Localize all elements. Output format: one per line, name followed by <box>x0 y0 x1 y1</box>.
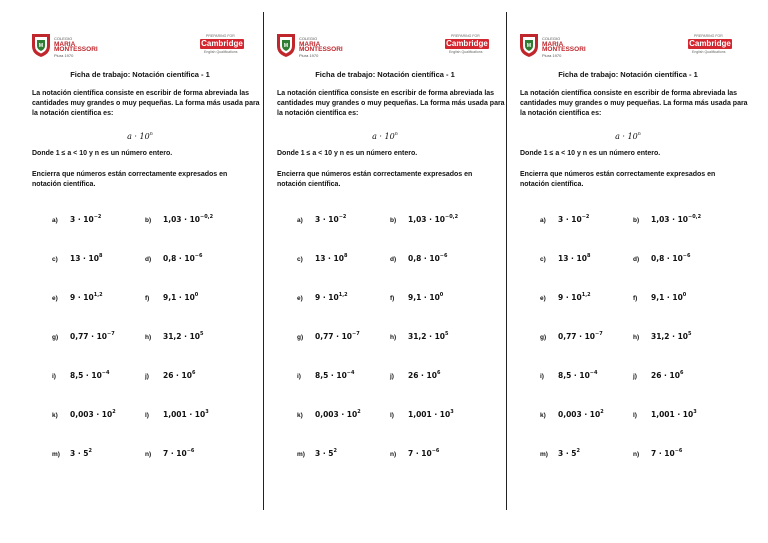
exercise-expression <box>558 371 597 380</box>
cambridge-pre: PREPARING FOR <box>206 34 235 38</box>
exercise-item[interactable] <box>297 253 347 263</box>
exercise-item[interactable] <box>390 448 439 458</box>
formula-base: a · 10 <box>372 132 395 141</box>
exercise-label: h) <box>390 334 397 341</box>
school-name-line2: MARIA <box>54 40 76 48</box>
exercise-item[interactable] <box>297 370 354 380</box>
expression-exponent: −2 <box>338 214 347 220</box>
school-name-line1: COLEGIO <box>542 36 561 41</box>
condition-text: Donde 1 ≤ a < 10 y n es un número entero. <box>32 150 173 157</box>
exercise-label: d) <box>390 256 397 263</box>
formula-exponent: n <box>149 131 153 137</box>
exercise-label: m) <box>297 451 305 458</box>
school-name-line2: MARIA <box>542 40 564 48</box>
expression-exponent: −4 <box>101 370 110 376</box>
svg-text:M: M <box>283 43 289 49</box>
exercise-expression <box>408 293 443 302</box>
formula-base: a · 10 <box>615 132 638 141</box>
exercise-expression <box>408 371 440 380</box>
exercise-expression <box>70 449 92 458</box>
exercise-label: d) <box>145 256 152 263</box>
exercise-expression <box>163 215 213 224</box>
exercise-item[interactable] <box>633 253 690 263</box>
expression-base: 1,03 · 10 <box>651 215 689 224</box>
worksheet-copy <box>265 0 505 543</box>
expression-exponent: −2 <box>581 214 590 220</box>
exercise-item[interactable] <box>390 331 449 341</box>
exercise-expression <box>408 215 458 224</box>
exercise-item[interactable] <box>540 253 590 263</box>
exercise-item[interactable] <box>633 370 683 380</box>
exercise-label: f) <box>390 295 395 302</box>
expression-base: 0,77 · 10 <box>315 332 353 341</box>
expression-base: 3 · 10 <box>558 215 582 224</box>
exercise-expression <box>558 449 580 458</box>
intro-text: La notación científica consiste en escribir de forma abreviada las cantidades muy grandes o muy pequeñas. La forma más usada para la notación científica es: <box>520 90 748 118</box>
exercise-item[interactable] <box>297 214 346 224</box>
expression-base: 7 · 10 <box>651 449 675 458</box>
exercise-item[interactable] <box>52 409 116 419</box>
expression-exponent: −2 <box>93 214 102 220</box>
exercise-label: n) <box>145 451 152 458</box>
expression-exponent: 6 <box>191 370 196 376</box>
exercise-item[interactable] <box>145 253 202 263</box>
cambridge-pre: PREPARING FOR <box>451 34 480 38</box>
expression-base: 0,8 · 10 <box>163 254 195 263</box>
expression-base: 7 · 10 <box>408 449 432 458</box>
expression-exponent: 2 <box>333 448 337 454</box>
exercise-item[interactable] <box>390 370 440 380</box>
worksheet-title: Ficha de trabajo: Notación científica - 1 <box>558 70 698 79</box>
exercise-item[interactable] <box>540 331 603 341</box>
expression-exponent: −6 <box>194 253 203 259</box>
exercise-label: b) <box>633 217 640 224</box>
expression-base: 0,8 · 10 <box>651 254 683 263</box>
cambridge-name: Cambridge <box>446 39 488 48</box>
exercise-label: k) <box>297 412 303 419</box>
exercise-label: g) <box>52 334 59 341</box>
exercise-label: j) <box>390 373 394 380</box>
cambridge-logo <box>445 34 495 60</box>
expression-base: 0,003 · 10 <box>70 410 113 419</box>
exercise-expression <box>70 215 101 224</box>
exercise-label: h) <box>633 334 640 341</box>
exercise-item[interactable] <box>52 253 102 263</box>
expression-exponent: 8 <box>586 253 591 259</box>
exercise-item[interactable] <box>390 214 458 224</box>
exercise-expression <box>163 449 194 458</box>
expression-base: 9 · 10 <box>315 293 339 302</box>
expression-base: 0,003 · 10 <box>315 410 358 419</box>
exercise-expression <box>163 254 202 263</box>
expression-exponent: 0 <box>682 292 687 298</box>
expression-base: 9 · 10 <box>70 293 94 302</box>
school-name-line1: COLEGIO <box>299 36 318 41</box>
expression-base: 1,001 · 10 <box>408 410 451 419</box>
expression-exponent: 1,2 <box>338 292 348 298</box>
exercise-expression <box>315 332 360 341</box>
expression-base: 13 · 10 <box>558 254 587 263</box>
expression-exponent: −0,2 <box>445 214 459 220</box>
exercise-expression <box>70 293 103 302</box>
expression-exponent: 6 <box>679 370 684 376</box>
expression-base: 26 · 10 <box>163 371 192 380</box>
condition-text: Donde 1 ≤ a < 10 y n es un número entero. <box>520 150 661 157</box>
exercise-label: a) <box>52 217 58 224</box>
exercise-expression <box>315 293 348 302</box>
exercise-expression <box>408 449 439 458</box>
school-name-line3: MONTESSORI <box>299 46 343 53</box>
cambridge-sub: English Qualifications <box>204 50 238 54</box>
exercise-label: e) <box>297 295 303 302</box>
exercise-label: e) <box>540 295 546 302</box>
expression-base: 9,1 · 10 <box>651 293 683 302</box>
exercise-expression <box>408 254 447 263</box>
expression-base: 0,003 · 10 <box>558 410 601 419</box>
column-divider <box>506 12 507 510</box>
expression-exponent: −6 <box>431 448 440 454</box>
expression-base: 3 · 5 <box>558 449 577 458</box>
intro-text: La notación científica consiste en escribir de forma abreviada las cantidades muy grandes o muy pequeñas. La forma más usada para la notación científica es: <box>32 90 260 118</box>
expression-base: 9,1 · 10 <box>408 293 440 302</box>
exercise-item[interactable] <box>540 370 597 380</box>
exercise-expression <box>651 371 683 380</box>
expression-base: 0,77 · 10 <box>558 332 596 341</box>
exercise-label: g) <box>297 334 304 341</box>
exercise-item[interactable] <box>52 331 115 341</box>
exercise-expression <box>408 332 449 341</box>
exercise-item[interactable] <box>633 331 692 341</box>
expression-exponent: 2 <box>600 409 604 415</box>
exercise-item[interactable] <box>540 409 604 419</box>
exercise-label: n) <box>390 451 397 458</box>
exercise-label: k) <box>52 412 58 419</box>
exercise-item[interactable] <box>145 370 195 380</box>
expression-exponent: 2 <box>112 409 116 415</box>
expression-base: 31,2 · 10 <box>163 332 201 341</box>
exercise-label: a) <box>297 217 303 224</box>
exercise-item[interactable] <box>52 292 103 302</box>
expression-exponent: 3 <box>205 409 209 415</box>
expression-exponent: 5 <box>688 331 692 337</box>
exercise-label: i) <box>297 373 301 380</box>
exercise-expression <box>651 449 682 458</box>
exercise-expression <box>163 371 195 380</box>
exercise-expression <box>163 293 198 302</box>
expression-base: 1,001 · 10 <box>651 410 694 419</box>
school-logo <box>518 32 603 62</box>
exercise-label: f) <box>145 295 150 302</box>
expression-exponent: −0,2 <box>688 214 702 220</box>
school-shield-icon <box>518 32 540 58</box>
exercise-item[interactable] <box>297 331 360 341</box>
worksheet-title: Ficha de trabajo: Notación científica - 1 <box>315 70 455 79</box>
exercise-expression <box>558 254 590 263</box>
school-shield-icon <box>30 32 52 58</box>
exercise-item[interactable] <box>633 409 697 419</box>
formula <box>265 131 505 141</box>
expression-exponent: −7 <box>595 331 603 337</box>
exercise-label: g) <box>540 334 547 341</box>
expression-base: 0,77 · 10 <box>70 332 108 341</box>
exercise-expression <box>315 254 347 263</box>
exercise-expression <box>163 332 204 341</box>
expression-base: 8,5 · 10 <box>315 371 347 380</box>
expression-base: 8,5 · 10 <box>558 371 590 380</box>
exercise-item[interactable] <box>145 292 198 302</box>
exercise-expression <box>70 254 102 263</box>
exercise-expression <box>315 449 337 458</box>
expression-base: 31,2 · 10 <box>408 332 446 341</box>
school-name-line1: COLEGIO <box>54 36 73 41</box>
exercise-expression <box>558 215 589 224</box>
cambridge-pre: PREPARING FOR <box>694 34 723 38</box>
exercise-expression <box>651 254 690 263</box>
exercise-item[interactable] <box>145 409 209 419</box>
worksheet-copy <box>20 0 260 543</box>
exercise-item[interactable] <box>297 448 337 458</box>
exercise-item[interactable] <box>297 292 348 302</box>
exercise-label: b) <box>145 217 152 224</box>
exercise-label: k) <box>540 412 546 419</box>
expression-base: 9,1 · 10 <box>163 293 195 302</box>
exercise-label: l) <box>390 412 394 419</box>
exercise-label: j) <box>145 373 149 380</box>
svg-text:M: M <box>526 43 532 49</box>
expression-exponent: 6 <box>436 370 441 376</box>
school-name-line4: Piura 1970 <box>54 52 74 58</box>
expression-exponent: −6 <box>439 253 448 259</box>
formula <box>20 131 260 141</box>
exercise-label: i) <box>52 373 56 380</box>
exercise-item[interactable] <box>390 253 447 263</box>
expression-base: 8,5 · 10 <box>70 371 102 380</box>
exercise-expression <box>163 410 209 419</box>
exercise-label: a) <box>540 217 546 224</box>
expression-base: 13 · 10 <box>315 254 344 263</box>
exercise-label: d) <box>633 256 640 263</box>
expression-exponent: 2 <box>88 448 92 454</box>
exercise-expression <box>651 332 692 341</box>
instruction-text: Encierra que números están correctamente expresados en notación científica. <box>520 171 716 189</box>
expression-base: 3 · 10 <box>315 215 339 224</box>
exercise-label: j) <box>633 373 637 380</box>
cambridge-logo <box>688 34 738 60</box>
exercise-expression <box>70 410 116 419</box>
exercise-label: c) <box>540 256 546 263</box>
school-name-line4: Piura 1970 <box>542 52 562 58</box>
formula-exponent: n <box>637 131 641 137</box>
exercise-item[interactable] <box>145 448 194 458</box>
school-name-line3: MONTESSORI <box>54 46 98 53</box>
expression-exponent: −0,2 <box>200 214 214 220</box>
expression-exponent: 0 <box>439 292 444 298</box>
expression-exponent: 0 <box>194 292 199 298</box>
expression-exponent: −7 <box>352 331 360 337</box>
exercise-expression <box>315 371 354 380</box>
exercise-item[interactable] <box>52 448 92 458</box>
expression-exponent: 5 <box>200 331 204 337</box>
expression-exponent: 8 <box>98 253 103 259</box>
exercise-expression <box>70 371 109 380</box>
expression-exponent: −6 <box>674 448 683 454</box>
expression-base: 13 · 10 <box>70 254 99 263</box>
exercise-expression <box>408 410 454 419</box>
column-divider <box>263 12 264 510</box>
exercise-item[interactable] <box>633 292 686 302</box>
exercise-label: i) <box>540 373 544 380</box>
condition-text: Donde 1 ≤ a < 10 y n es un número entero. <box>277 150 418 157</box>
exercise-label: b) <box>390 217 397 224</box>
exercise-label: c) <box>297 256 303 263</box>
exercise-label: l) <box>633 412 637 419</box>
expression-exponent: 1,2 <box>581 292 591 298</box>
expression-exponent: 5 <box>445 331 449 337</box>
cambridge-logo <box>200 34 250 60</box>
exercise-expression <box>651 215 701 224</box>
expression-exponent: 2 <box>576 448 580 454</box>
expression-base: 1,03 · 10 <box>163 215 201 224</box>
expression-base: 1,03 · 10 <box>408 215 446 224</box>
expression-base: 31,2 · 10 <box>651 332 689 341</box>
exercise-item[interactable] <box>540 292 591 302</box>
exercise-item[interactable] <box>390 292 443 302</box>
exercise-expression <box>558 332 603 341</box>
school-name-line4: Piura 1970 <box>299 52 319 58</box>
exercise-item[interactable] <box>540 448 580 458</box>
exercise-item[interactable] <box>145 331 204 341</box>
exercise-item[interactable] <box>52 214 101 224</box>
expression-base: 7 · 10 <box>163 449 187 458</box>
expression-base: 26 · 10 <box>408 371 437 380</box>
expression-base: 0,8 · 10 <box>408 254 440 263</box>
expression-exponent: 8 <box>343 253 348 259</box>
cambridge-sub: English Qualifications <box>449 50 483 54</box>
exercise-label: l) <box>145 412 149 419</box>
exercise-expression <box>651 293 686 302</box>
exercise-expression <box>70 332 115 341</box>
expression-exponent: −7 <box>107 331 115 337</box>
exercise-label: m) <box>52 451 60 458</box>
school-shield-icon <box>275 32 297 58</box>
school-logo <box>275 32 360 62</box>
expression-exponent: −6 <box>682 253 691 259</box>
exercise-expression <box>315 410 361 419</box>
exercise-item[interactable] <box>297 409 361 419</box>
exercise-item[interactable] <box>633 448 682 458</box>
expression-exponent: 3 <box>693 409 697 415</box>
exercise-item[interactable] <box>145 214 213 224</box>
expression-base: 3 · 5 <box>70 449 89 458</box>
worksheet-title: Ficha de trabajo: Notación científica - 1 <box>70 70 210 79</box>
exercise-label: f) <box>633 295 638 302</box>
expression-base: 26 · 10 <box>651 371 680 380</box>
exercise-item[interactable] <box>540 214 589 224</box>
exercise-label: c) <box>52 256 58 263</box>
exercise-item[interactable] <box>633 214 701 224</box>
exercise-label: m) <box>540 451 548 458</box>
expression-exponent: 2 <box>357 409 361 415</box>
expression-base: 3 · 10 <box>70 215 94 224</box>
school-name-line2: MARIA <box>299 40 321 48</box>
formula-exponent: n <box>394 131 398 137</box>
formula <box>508 131 748 141</box>
cambridge-sub: English Qualifications <box>692 50 726 54</box>
intro-text: La notación científica consiste en escribir de forma abreviada las cantidades muy grandes o muy pequeñas. La forma más usada para la notación científica es: <box>277 90 505 118</box>
exercise-expression <box>558 293 591 302</box>
exercise-expression <box>558 410 604 419</box>
cambridge-name: Cambridge <box>201 39 243 48</box>
expression-exponent: −6 <box>186 448 195 454</box>
exercise-expression <box>651 410 697 419</box>
exercise-item[interactable] <box>52 370 109 380</box>
school-logo <box>30 32 115 62</box>
instruction-text: Encierra que números están correctamente expresados en notación científica. <box>277 171 473 189</box>
instruction-text: Encierra que números están correctamente expresados en notación científica. <box>32 171 228 189</box>
cambridge-name: Cambridge <box>689 39 731 48</box>
exercise-label: n) <box>633 451 640 458</box>
exercise-label: h) <box>145 334 152 341</box>
expression-exponent: −4 <box>346 370 355 376</box>
school-name-line3: MONTESSORI <box>542 46 586 53</box>
formula-base: a · 10 <box>127 132 150 141</box>
svg-text:M: M <box>38 43 44 49</box>
exercise-label: e) <box>52 295 58 302</box>
exercise-item[interactable] <box>390 409 454 419</box>
worksheet-copy <box>508 0 748 543</box>
expression-exponent: 3 <box>450 409 454 415</box>
expression-base: 1,001 · 10 <box>163 410 206 419</box>
exercise-expression <box>315 215 346 224</box>
expression-base: 9 · 10 <box>558 293 582 302</box>
expression-exponent: −4 <box>589 370 598 376</box>
expression-base: 3 · 5 <box>315 449 334 458</box>
expression-exponent: 1,2 <box>93 292 103 298</box>
